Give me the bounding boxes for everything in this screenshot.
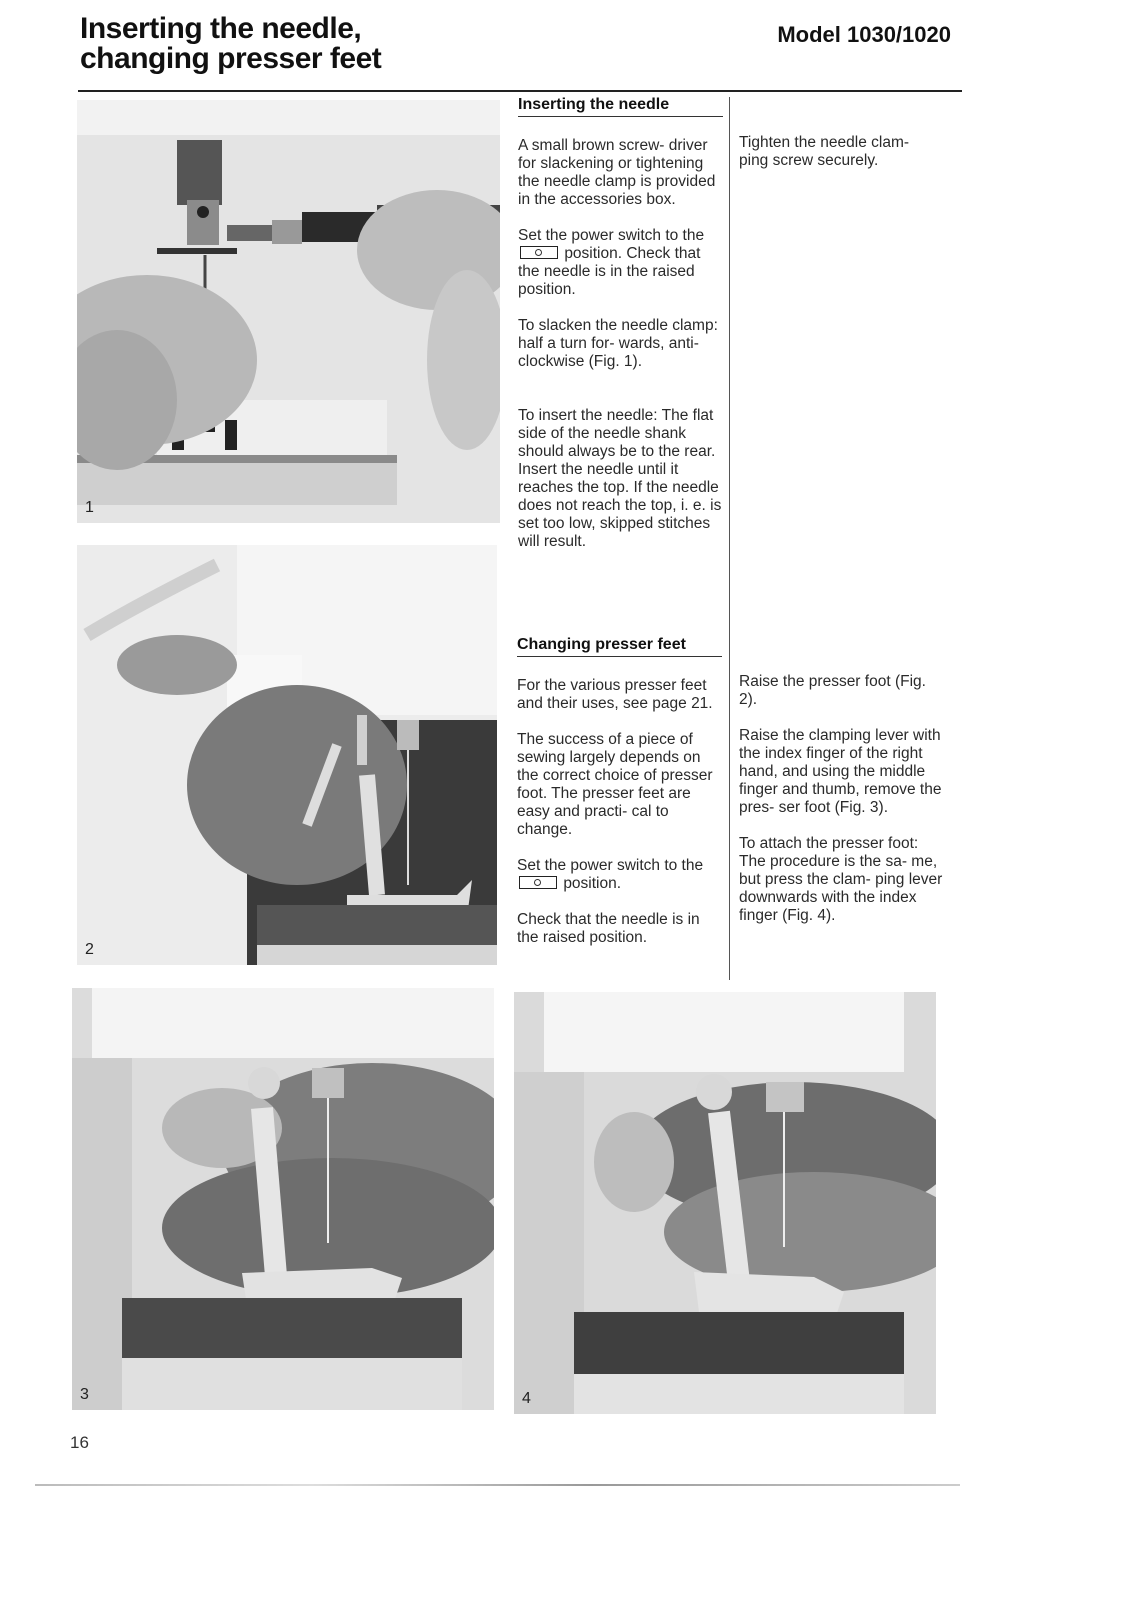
- feet-right-paragraph-3a: To attach the presser foot:: [739, 835, 919, 852]
- figure-3: [72, 988, 494, 1410]
- feet-text-column: [517, 636, 722, 965]
- heading-changing-presser-feet: Changing presser feet: [517, 636, 722, 657]
- column-divider: [729, 97, 730, 980]
- title-line-2: changing presser feet: [80, 42, 382, 75]
- needle-clamp-screwdriver-photo-icon: [77, 100, 500, 523]
- figure-number: 1: [85, 499, 94, 516]
- feet-right-paragraph-3b: The procedure is the sa- me, but press the clam- ping lever downwards with the index finger (Fig. 4).: [739, 853, 943, 924]
- needle-paragraph-3: To slacken the needle clamp: half a turn for- wards, anti-clockwise (Fig. 1).: [518, 317, 718, 370]
- model-label: Model 1030/1020: [777, 22, 951, 47]
- feet-paragraph-3: Set the power switch to the position.: [517, 857, 704, 892]
- feet-right-paragraph-1: Raise the presser foot (Fig. 2).: [739, 673, 926, 708]
- raise-presser-foot-photo-icon: [77, 545, 497, 965]
- title-line-1: Inserting the needle,: [80, 12, 362, 45]
- page-title: [80, 14, 381, 74]
- figure-2: [77, 545, 497, 965]
- figure-number: 4: [522, 1390, 531, 1407]
- footer-divider: [35, 1484, 960, 1486]
- feet-right-paragraph-2: Raise the clamping lever with the index finger of the right hand, and using the middle finger and thumb, remove the pres- ser foot (Fig. 3).: [739, 727, 942, 816]
- heading-inserting-needle: Inserting the needle: [518, 96, 723, 117]
- page-number: 16: [70, 1433, 89, 1452]
- figure-number: 2: [85, 941, 94, 958]
- figure-4: [514, 992, 936, 1414]
- feet-paragraph-2: The success of a piece of sewing largely depends on the correct choice of presser foot. The presser feet are easy and practi- cal to change.: [517, 731, 713, 838]
- remove-presser-foot-photo-icon: [72, 988, 494, 1410]
- header-divider: [78, 90, 962, 92]
- attach-presser-foot-photo-icon: [514, 992, 936, 1414]
- figure-1: [77, 100, 500, 523]
- needle-paragraph-1: A small brown screw- driver for slackening or tightening the needle clamp is provided in the accessories box.: [518, 137, 716, 208]
- needle-right-column: [739, 134, 939, 188]
- needle-text-column: [518, 96, 723, 569]
- needle-right-paragraph-1: Tighten the needle clam- ping screw securely.: [739, 134, 910, 169]
- needle-paragraph-2: Set the power switch to the position. Check that the needle is in the raised position.: [518, 227, 705, 298]
- feet-paragraph-1: For the various presser feet and their uses, see page 21.: [517, 677, 713, 712]
- figure-number: 3: [80, 1386, 89, 1403]
- power-switch-off-icon: [520, 246, 558, 259]
- power-switch-off-icon: [519, 876, 557, 889]
- feet-paragraph-4: Check that the needle is in the raised position.: [517, 911, 700, 946]
- needle-paragraph-4: To insert the needle: The flat side of the needle shank should always be to the rear. Insert the needle until it reaches the top. If the needle does not reach the top, i. e. is set too low, skipped stitches will result.: [518, 407, 722, 550]
- feet-right-column: [739, 673, 944, 943]
